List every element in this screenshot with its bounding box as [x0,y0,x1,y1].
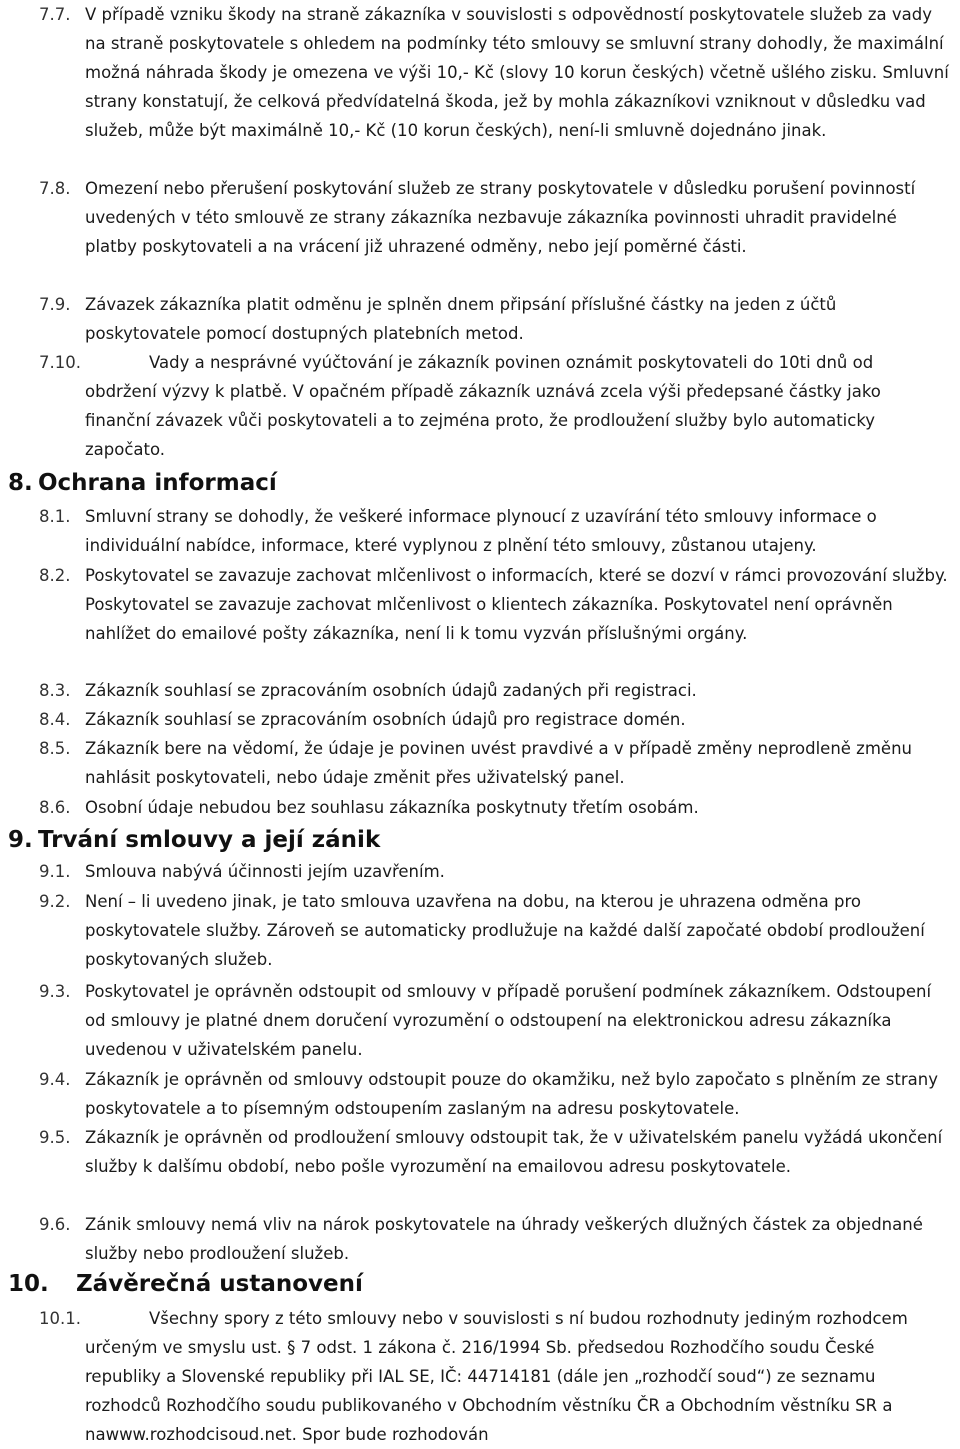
clause-text: Poskytovatel se zavazuje zachovat mlčenlivost o informacích, které se dozví v rámci provozování služby. Poskytovatel se zavazuje zachovat mlčenlivost o klientech zákazníka. Poskytovatel není oprávněn nahlížet do emailové pošty zákazníka, není li k tomu vyzván příslušnými orgány. [85,566,948,643]
clause-number: 8.5. [39,739,71,758]
section-heading-9 [8,826,380,854]
clause-number: 9.3. [39,982,71,1001]
clause-text: Zákazník je oprávněn od smlouvy odstoupit pouze do okamžiku, než bylo započato s plněním ze strany poskytovatele a to písemným odstoupením zaslaným na adresu poskytovatele. [85,1070,938,1118]
clause-text: V případě vzniku škody na straně zákazníka v souvislosti s odpovědností poskytovatele služeb za vady na straně poskytovatele s ohledem na podmínky této smlouvy se smluvní strany dohodly, že maximální možná náhrada škody je omezena ve výši 10,- Kč (slovy 10 korun českých) včetně ušlého zisku. Smluvní strany konstatují, že celková předvídatelná škoda, jež by mohla zákazníkovi vzniknout v důsledku vad služeb, může být maximálně 10,- Kč (10 korun českých), není-li smluvně dojednáno jinak. [85,5,949,140]
clause-number: 8.3. [39,681,71,700]
clause-8-6 [39,793,950,822]
clause-text: Smlouva nabývá účinnosti jejím uzavřením. [85,862,445,881]
clause-9-6 [39,1210,950,1268]
clause-number: 9.6. [39,1215,71,1234]
section-heading-8 [8,469,277,497]
clause-text: Zákazník bere na vědomí, že údaje je povinen uvést pravdivé a v případě změny neprodleně změnu nahlásit poskytovateli, nebo údaje změnit přes uživatelský panel. [85,739,912,787]
clause-text: Všechny spory z této smlouvy nebo v souvislosti s ní budou rozhodnuty jediným rozhodcem určeným ve smyslu ust. § 7 odst. 1 zákona č. 216/1994 Sb. předsedou Rozhodčího soudu České republiky a Slovenské republiky při IAL SE, IČ: 44714181 (dále jen „rozhodčí soud“) ze seznamu rozhodců Rozhodčího soudu publikovaného v Obchodním věstníku ČR a Obchodním věstníku SR a nawww.rozhodcisoud.net. Spor bude rozhodován [85,1309,908,1444]
clause-text: Zákazník souhlasí se zpracováním osobních údajů pro registrace domén. [85,710,686,729]
section-number: 9. [8,827,33,853]
clause-8-1 [39,502,950,560]
clause-8-2 [39,561,950,648]
clause-number: 7.10. [39,353,81,372]
clause-9-1 [39,857,950,886]
clause-text: Poskytovatel je oprávněn odstoupit od smlouvy v případě porušení podmínek zákazníkem. Odstoupení od smlouvy je platné dnem doručení vyrozumění o odstoupení na elektronickou adresu zákazníka uvedenou v uživatelském panelu. [85,982,932,1059]
clause-number: 8.1. [39,507,71,526]
clause-9-2 [39,887,950,974]
clause-number: 7.9. [39,295,71,314]
clause-number: 8.4. [39,710,71,729]
clause-text: Osobní údaje nebudou bez souhlasu zákazníka poskytnuty třetím osobám. [85,798,699,817]
clause-7-8 [39,174,950,261]
section-title: Trvání smlouvy a její zánik [38,827,381,853]
section-heading-10 [8,1270,363,1298]
clause-text: Závazek zákazníka platit odměnu je splněn dnem připsání příslušné částky na jeden z účtů poskytovatele pomocí dostupných platebních metod. [85,295,837,343]
clause-number: 10.1. [39,1309,81,1328]
clause-7-10 [39,348,950,464]
clause-text: Není – li uvedeno jinak, je tato smlouva uzavřena na dobu, na kterou je uhrazena odměna pro poskytovatele služby. Zároveň se automaticky prodlužuje na každé další započaté období prodloužení poskytovaných služeb. [85,892,925,969]
clause-9-4 [39,1065,950,1123]
clause-text: Vady a nesprávné vyúčtování je zákazník povinen oznámit poskytovateli do 10ti dnů od obdržení výzvy k platbě. V opačném případě zákazník uznává zcela výši předepsané částky jako finanční závazek vůči poskytovateli a to zejména proto, že prodloužení služby bylo automaticky započato. [85,353,881,459]
clause-text: Omezení nebo přerušení poskytování služeb ze strany poskytovatele v důsledku porušení povinností uvedených v této smlouvě ze strany zákazníka nezbavuje zákazníka povinnosti uhradit pravidelné platby poskytovateli a na vrácení již uhrazené odměny, nebo její poměrné části. [85,179,916,256]
clause-9-5 [39,1123,950,1181]
clause-8-3 [39,676,950,705]
clause-text: Zánik smlouvy nemá vliv na nárok poskytovatele na úhrady veškerých dlužných částek za objednané služby nebo prodloužení služeb. [85,1215,923,1263]
clause-number: 9.1. [39,862,71,881]
clause-7-9 [39,290,950,348]
clause-number: 9.4. [39,1070,71,1089]
clause-8-4 [39,705,950,734]
clause-number: 8.2. [39,566,71,585]
clause-9-3 [39,977,950,1064]
clause-number: 9.2. [39,892,71,911]
clause-text: Zákazník souhlasí se zpracováním osobních údajů zadaných při registraci. [85,681,697,700]
clause-number: 9.5. [39,1128,71,1147]
clause-text: Zákazník je oprávněn od prodloužení smlouvy odstoupit tak, že v uživatelském panelu vyžádá ukončení služby k dalšímu období, nebo pošle vyrozumění na emailovou adresu poskytovatele. [85,1128,943,1176]
section-title: Ochrana informací [38,470,277,496]
clause-7-7 [39,0,950,145]
clause-8-5 [39,734,950,792]
section-number: 8. [8,470,33,496]
section-number: 10. [8,1271,49,1297]
section-title: Závěrečná ustanovení [76,1271,363,1297]
clause-number: 7.8. [39,179,71,198]
clause-text: Smluvní strany se dohodly, že veškeré informace plynoucí z uzavírání této smlouvy informace o individuální nabídce, informace, které vyplynou z plnění této smlouvy, zůstanou utajeny. [85,507,877,555]
clause-number: 8.6. [39,798,71,817]
clause-number: 7.7. [39,5,71,24]
clause-10-1 [39,1304,950,1449]
